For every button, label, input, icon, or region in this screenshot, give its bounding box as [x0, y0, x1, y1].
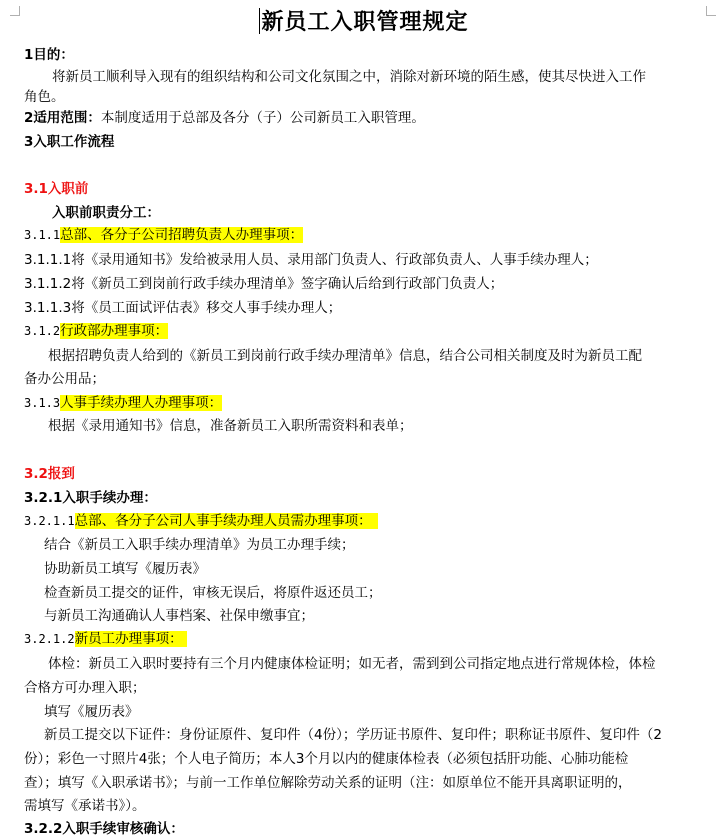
scope-heading: 2适用范围： [24, 110, 101, 126]
item-number: 3.2.1.2 [24, 632, 75, 646]
health-check-line-2: 合格方可办理入职； [24, 680, 146, 696]
hr-task-1: 结合《新员工入职手续办理清单》为员工办理手续； [44, 537, 355, 553]
documents-line-1: 新员工提交以下证件：身份证原件、复印件（4份）；学历证书原件、复印件；职称证书原件、复印件（2 [44, 727, 662, 743]
highlighted-heading: 行政部办理事项： [60, 323, 169, 339]
fill-resume-text: 填写《履历表》 [44, 704, 139, 720]
item-3-1-1 [24, 224, 303, 246]
item-3-1-1-3: 3.1.1.3将《员工面试评估表》移交人事手续办理人； [24, 300, 342, 316]
item-3-2-1-1 [24, 510, 378, 532]
hr-duty-text: 根据《录用通知书》信息，准备新员工入职所需资料和表单； [48, 418, 413, 434]
item-3-1-3 [24, 392, 222, 414]
onboarding-procedures-heading: 3.2.1入职手续办理： [24, 490, 157, 506]
highlighted-heading: 新员工办理事项： [75, 631, 187, 647]
section-purpose-heading: 1目的： [24, 47, 74, 63]
documents-line-2: 份）；彩色一寸照片4张；个人电子简历；本人3个月以内的健康体检表（必须包括肝功能、心肺功能检 [24, 751, 629, 767]
item-number: 3.1.3 [24, 396, 61, 410]
purpose-text-line-1: 将新员工顺利导入现有的组织结构和公司文化氛围之中，消除对新环境的陌生感，使其尽快进入工作 [52, 69, 646, 85]
highlighted-heading: 总部、各分子公司人事手续办理人员需办理事项： [75, 513, 378, 529]
admin-duty-text-line-2: 备办公用品； [24, 371, 105, 387]
document-title[interactable]: 新员工入职管理规定 [261, 9, 469, 35]
hr-task-4: 与新员工沟通确认人事档案、社保申缴事宜； [44, 608, 314, 624]
item-3-1-1-1: 3.1.1.1将《录用通知书》发给被录用人员、录用部门负责人、行政部负责人、人事手续办理人； [24, 252, 598, 268]
hr-task-3: 检查新员工提交的证件，审核无误后，将原件返还员工； [44, 585, 382, 601]
purpose-text-line-2: 角色。 [24, 89, 65, 105]
health-check-line-1: 体检：新员工入职时要持有三个月内健康体检证明；如无者，需到到公司指定地点进行常规体检，体检 [48, 656, 656, 672]
documents-line-3: 查）；填写《入职承诺书》；与前一工作单位解除劳动关系的证明（注：如原单位不能开具离职证明的， [24, 775, 632, 791]
hr-task-2: 协助新员工填写《履历表》 [44, 561, 206, 577]
item-number: 3.2.1.1 [24, 514, 75, 528]
section-before-onboarding-heading: 3.1入职前 [24, 181, 89, 197]
scope-paragraph [24, 107, 425, 129]
documents-line-4: 需填写《承诺书》）。 [24, 798, 146, 814]
item-number: 3.1.2 [24, 324, 61, 338]
highlighted-heading: 人事手续办理人办理事项： [60, 395, 223, 411]
review-confirmation-heading: 3.2.2入职手续审核确认： [24, 821, 184, 837]
duties-subheading: 入职前职责分工： [52, 205, 160, 221]
item-number: 3.1.1 [24, 228, 61, 242]
admin-duty-text-line-1: 根据招聘负责人给到的《新员工到岗前行政手续办理清单》信息，结合公司相关制度及时为新员工配 [48, 348, 642, 364]
scope-text: 本制度适用于总部及各分（子）公司新员工入职管理。 [100, 110, 425, 126]
item-3-1-1-2: 3.1.1.2将《新员工到岗前行政手续办理清单》签字确认后给到行政部门负责人； [24, 276, 504, 292]
section-report-heading: 3.2报到 [24, 466, 75, 482]
highlighted-heading: 总部、各分子公司招聘负责人办理事项： [60, 227, 304, 243]
workflow-heading: 3入职工作流程 [24, 134, 115, 150]
item-3-1-2 [24, 320, 168, 342]
item-3-2-1-2 [24, 628, 187, 650]
